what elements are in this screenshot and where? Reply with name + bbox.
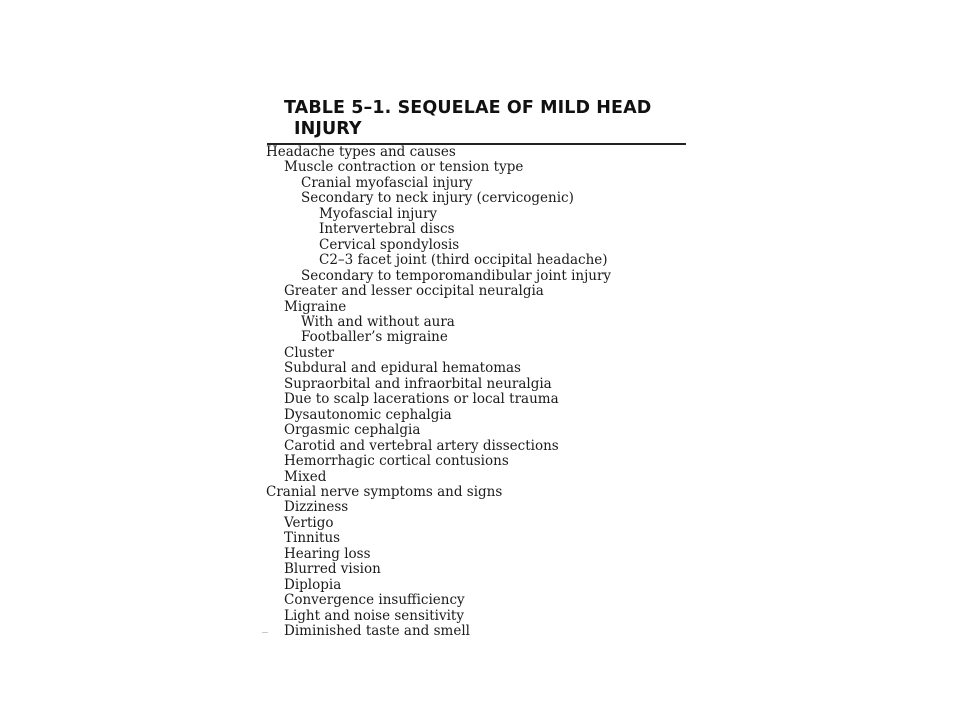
list-item: Hemorrhagic cortical contusions [284, 453, 509, 470]
list-item: Greater and lesser occipital neuralgia [284, 283, 544, 300]
list-item: C2–3 facet joint (third occipital headache) [319, 252, 608, 269]
sequelae-list [266, 145, 686, 640]
list-item: Light and noise sensitivity [284, 607, 464, 624]
list-item: Mixed [284, 468, 327, 485]
list-item: Dysautonomic cephalgia [284, 406, 452, 423]
section-heading: Cranial nerve symptoms and signs [266, 483, 503, 500]
list-item: Orgasmic cephalgia [284, 422, 421, 439]
list-item: Cervical spondylosis [319, 236, 460, 253]
section-heading: Headache types and causes [266, 144, 456, 160]
table-title-line-1: TABLE 5–1. SEQUELAE OF MILD HEAD [284, 98, 652, 118]
scan-mark [262, 632, 268, 633]
list-item: Footballer’s migraine [301, 329, 448, 346]
list-item: Convergence insufficiency [284, 592, 465, 609]
list-item: Migraine [284, 298, 347, 315]
list-item: Diplopia [284, 576, 342, 593]
list-item: Subdural and epidural hematomas [284, 360, 521, 377]
list-item: With and without aura [301, 313, 455, 330]
list-item: Due to scalp lacerations or local trauma [284, 391, 559, 408]
list-item: Myofascial injury [319, 205, 438, 222]
list-item: Blurred vision [284, 561, 381, 578]
list-item: Hearing loss [284, 545, 371, 562]
list-item: Vertigo [284, 514, 334, 531]
list-item: Secondary to neck injury (cervicogenic) [301, 190, 574, 207]
list-item: Cranial myofascial injury [301, 174, 473, 191]
list-item: Secondary to temporomandibular joint injury [301, 267, 612, 284]
list-item: Cluster [284, 344, 335, 361]
list-item: Supraorbital and infraorbital neuralgia [284, 375, 552, 392]
table-title [284, 98, 684, 140]
list-item: Muscle contraction or tension type [284, 159, 524, 176]
list-item: Intervertebral discs [319, 221, 455, 238]
list-item: Carotid and vertebral artery dissections [284, 437, 559, 454]
list-item: Dizziness [284, 499, 349, 516]
table-title-line-2: INJURY [294, 119, 362, 139]
list-item: Diminished taste and smell [284, 623, 470, 640]
list-item: Tinnitus [284, 530, 341, 547]
